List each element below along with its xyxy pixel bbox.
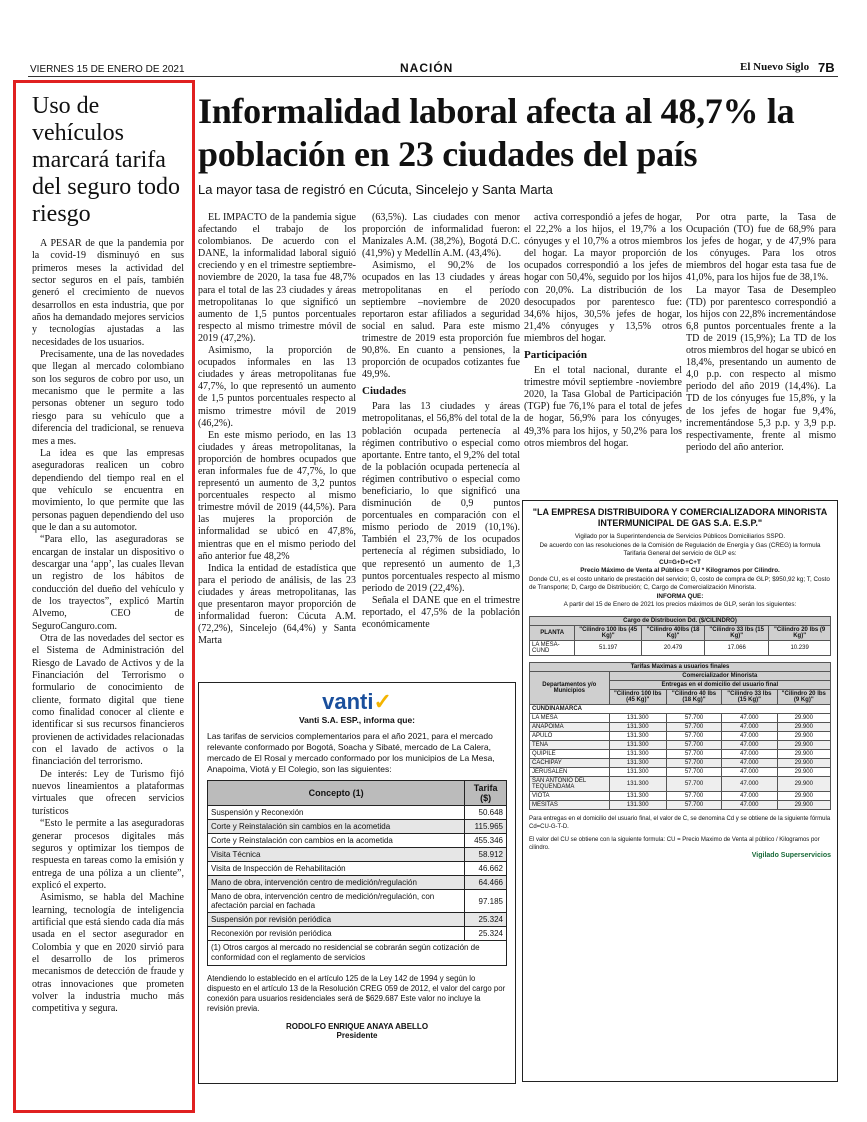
gas-informa: INFORMA QUE: [656, 592, 704, 600]
gas-title: "LA EMPRESA DISTRIBUIDORA Y COMERCIALIZADORA MINORISTA INTERMUNICIPAL DE GAS S.A. E.S.P." [532, 507, 828, 528]
table-cell: Reconexión por revisión periódica [208, 927, 465, 941]
table-header: "Cilindro 100 lbs (45 Kg)" [609, 689, 666, 704]
check-icon: ✓ [373, 689, 392, 714]
table-header: "Cilindro 100 lbs (45 Kg)" [575, 625, 642, 640]
gas-effective-date: A partir del 15 de Enero de 2021 los precios máximos de GLP, serán los siguientes: [563, 601, 797, 608]
table-cell: TENA [530, 740, 610, 749]
table-cell: MESITAS [530, 800, 610, 809]
gas-price-formula: Precio Máximo de Venta al Público = CU * Kilogramos por Cilindro. [580, 567, 780, 574]
table-row [530, 731, 831, 740]
sidebar-paragraph: Precisamente, una de las novedades que llegan al mercado colombiano son los seguros de cobro por uso, un mecanismo que le permite a las personas obtener un seguro todo riesgo para su vehículo que a diferencia del tradicional, se renueva mes a mes. [32, 349, 184, 447]
table-cell: 17.066 [705, 640, 769, 655]
sidebar-paragraph: “Para ello, las aseguradoras se encargan de instalar un dispositivo o descargar una ‘app’, las cuales llevan un registro de los hábitos de conducción del dueño del vehículo y de los trayectos”, explicó Martín Alvemo, CEO de SeguroCanguro.com. [32, 534, 184, 632]
sidebar-paragraph: Otra de las novedades del sector es el Sistema de Administración del Riesgo de Lavado de Activos y de la Financiación del Terrorismo o formulario de conocimiento de cliente, formato digital que tiene como finalidad conocer al cliente e identificar si sus recursos financieros provienen de actividades relacionadas con el lavado de activos o la financiación del terrorismo. [32, 633, 184, 768]
table-cell: 29.900 [777, 767, 830, 776]
article-paragraph: EL IMPACTO de la pandemia sigue afectando el trabajo de los colombianos. De acuerdo con el DANE, la informalidad laboral siguió creciendo y en el trimestre septiembre-noviembre de 2020, la tasa fue 48,7% para el total de las 23 ciudades y áreas metropolitanas lo que significó un aumento de 1,5 puntos porcentuales respecto al mismo trimestre móvil de 2019 (47,2%). [198, 212, 356, 344]
comercial-header: Comercializador Minorista [609, 671, 830, 680]
table-cell: 47.000 [722, 758, 777, 767]
table-cell: 57.700 [666, 749, 721, 758]
table-cell: 29.900 [777, 776, 830, 791]
table-cell: 50.648 [465, 806, 507, 820]
table-row [208, 890, 507, 913]
table-cell: LA MESA [530, 713, 610, 722]
table-cell: 131.300 [609, 722, 666, 731]
table-cell: 47.000 [722, 740, 777, 749]
table-cell: LA MESA-CUND [530, 640, 575, 655]
vanti-subheading: Vanti S.A. ESP., informa que: [298, 715, 416, 725]
table-cell: 47.000 [722, 713, 777, 722]
gas-footnote: Para entregas en el domicilio del usuario final, el valor de C, se denomina Cd y se obtiene de la siguiente fórmula Cd=CU-G-T-D. [529, 815, 831, 830]
article-paragraph: Señala el DANE que en el trimestre reportado, el 47,5% de la población económicamente [362, 594, 520, 630]
table-cell: 47.000 [722, 791, 777, 800]
article-column-1 [198, 212, 356, 647]
table-row [208, 834, 507, 848]
table-row [530, 767, 831, 776]
table-cell: 51.197 [575, 640, 642, 655]
table-cell: 64.466 [465, 876, 507, 890]
table-cell: 47.000 [722, 776, 777, 791]
table-cell: Mano de obra, intervención centro de medición/regulación [208, 876, 465, 890]
table-cell: 57.700 [666, 740, 721, 749]
table-row [208, 927, 507, 941]
vanti-signature [207, 1022, 507, 1040]
sidebar-title: Uso de vehículos marcará tarifa del seguro todo riesgo [32, 93, 180, 227]
table-cell: Corte y Reinstalación sin cambios en la acometida [208, 820, 465, 834]
vanti-footer: Atendiendo lo establecido en el artículo 125 de la Ley 142 de 1994 y según lo dispuesto en el artículo 13 de la Resolución CREG 059 de 2012, el valor del cargo por conexión para usuarios residenciales será de $629.687 Este valor no incluye la revisión previa. [207, 974, 506, 1013]
table-header: PLANTA [530, 625, 575, 640]
article-paragraph: Para las 13 ciudades y áreas metropolitanas, el 56,8% del total de la población ocupada pertenecía al régimen contributivo o especial como aportante. Entre tanto, el 9,2% del total de la población ocupada pertenecía al régimen contributivo o especial como beneficiario, lo que significó una disminución de 0,9 puntos porcentuales en comparación con el mismo periodo de 2019 (10,1%). También el 23,7% de los ocupados pertenecía al régimen subsidiado, lo que representó un aumento de 1,3 puntos porcentuales respecto al mismo periodo de 2019 (22,4%). [362, 401, 520, 594]
vanti-intro: Las tarifas de servicios complementarios para el año 2021, para el mercado relevante conformado por Bogotá, Soacha y Sibaté, mercado de La Calera, mercado de El Rosal y mercado conformado por los municipios de La Mesa, Anapoima, Viotá y El Colegio, son las siguientes: [207, 731, 495, 774]
table-header: "Cilindro 33 lbs (15 Kg)" [705, 625, 769, 640]
table-cell: 57.700 [666, 722, 721, 731]
table-cell: 47.000 [722, 722, 777, 731]
table-row [208, 806, 507, 820]
vanti-logo: vanti✓ [322, 689, 392, 714]
table-cell: 455.346 [465, 834, 507, 848]
table-cell: 115.965 [465, 820, 507, 834]
vanti-advertisement [198, 682, 516, 1084]
subheading-participacion: Participación [524, 349, 587, 362]
table-cell: 29.900 [777, 740, 830, 749]
table-cell: VIOTA [530, 791, 610, 800]
table-cell: 131.300 [609, 776, 666, 791]
table-cell: 131.300 [609, 713, 666, 722]
table-cell: 131.300 [609, 758, 666, 767]
table-cell: 47.000 [722, 749, 777, 758]
article-column-3 [524, 212, 682, 450]
article-paragraph: Asimismo, la proporción de ocupados informales en las 13 ciudades y áreas metropolitanas fue 47,7%, lo que representó un aumento de 1,5 puntos porcentuales respecto al mismo trimestre móvil de 2019 (46,2%). [198, 345, 356, 429]
table-cell: 20.479 [642, 640, 705, 655]
table-cell: 131.300 [609, 740, 666, 749]
table-cell: 97.185 [465, 890, 507, 913]
page-number: 7B [818, 60, 835, 75]
table-row [530, 740, 831, 749]
table-cell: 131.300 [609, 767, 666, 776]
article-paragraph: Asimismo, el 90,2% de los ocupados en las 13 ciudades y áreas metropolitanas en el período septiembre –noviembre de 2020 reportaron estar afiliados a seguridad social en salud. Para este mismo trimestre de 2019 esta proporción fue 90,8%. En cuanto a pensiones, la proporción de ocupados cotizantes fue 49,9%. [362, 260, 520, 381]
table-cell: 57.700 [666, 758, 721, 767]
table-cell: 25.324 [465, 913, 507, 927]
table-cell: SAN ANTONIO DEL TEQUENDAMA [530, 776, 610, 791]
table-cell: 29.900 [777, 791, 830, 800]
table-cell: QUIPILE [530, 749, 610, 758]
article-paragraph: Por otra parte, la Tasa de Ocupación (TO) fue de 68,9% para los jefes de hogar, y de 47,9% para los cónyuges. Para los otros miembros del hogar esta tasa fue de 41,0%, para los hijos fue de 38,1%. [686, 212, 836, 284]
section-name: NACIÓN [400, 61, 454, 75]
table-cell: 10.239 [769, 640, 831, 655]
table-row [208, 848, 507, 862]
table-cell: 57.700 [666, 776, 721, 791]
article-paragraph: activa correspondió a jefes de hogar, el 22,2% a los hijos, el 19,7% a los cónyuges y el 10,7% a otros miembros del hogar. La mayor proporción de ocupados correspondió a los jefes de hogar con 50,4%, seguido por los hijos con 20,0%. La distribución de los desocupados por parentesco fue: 34,6% hijos, 30,5% jefes de hogar, 21,4% cónyuges y 13,5% otros miembros del hogar. [524, 212, 682, 344]
sidebar-paragraph: De interés: Ley de Turismo fijó nuevos lineamientos a plataformas virtuales que ofrecen servicios turísticos [32, 768, 184, 817]
table-row [208, 820, 507, 834]
gas-definitions: Donde CU, es el costo unitario de prestación del servicio; G, costo de compra de GLP; $950,92 kg; T, Costo de Transporte; D, Cargo de Distribución; C, Cargo de Comercialización Minorista. [529, 575, 830, 591]
table-header: "Cilindro 20 lbs (9 Kg)" [777, 689, 830, 704]
table-row [530, 791, 831, 800]
signer-name: RODOLFO ENRIQUE ANAYA ABELLO [285, 1022, 429, 1031]
table-header: "Cilindro 40 lbs (18 Kg)" [666, 689, 721, 704]
table-cell: 29.900 [777, 800, 830, 809]
table-cell: 29.900 [777, 749, 830, 758]
table-cell: APULO [530, 731, 610, 740]
table-cell: 57.700 [666, 731, 721, 740]
table-header: Concepto (1) [208, 781, 465, 806]
table-cell: 131.300 [609, 791, 666, 800]
sidebar-paragraph: La idea es que las empresas aseguradoras realicen un cobro dependiendo del tiempo real en el que vehículo se encuentra en movimiento, lo que permite que las personas paguen dependiendo del uso que le dan a su automotor. [32, 447, 184, 533]
table-cell: 58.912 [465, 848, 507, 862]
table-row [208, 913, 507, 927]
table-cell: 29.900 [777, 713, 830, 722]
article-paragraph: La mayor Tasa de Desempleo (TD) por parentesco correspondió a los hijos con 22,8% incrementándose 6,8 puntos porcentuales frente a la TD de 2019 (15,9%); La TD de los otros miembros del hogar se ubicó en 18,4%, presentando un aumento de 4,0 p.p. con respecto al mismo periodo del año 2019 (14,4%). La TD de los cónyuges fue 15,8%, y la de los jefes de hogar fue 9,4%, incrementándose 5,3 p.p. y 3,9 p.p. respectivamente, frente al mismo periodo del año anterior. [686, 284, 836, 453]
table-row [530, 722, 831, 731]
table-row [208, 876, 507, 890]
vanti-tariff-table [207, 780, 507, 941]
table-row [530, 749, 831, 758]
table-cell: Suspensión y Reconexión [208, 806, 465, 820]
table-cell: Visita Técnica [208, 848, 465, 862]
table-cell: 57.700 [666, 713, 721, 722]
table-cell: 47.000 [722, 800, 777, 809]
table-cell: CACHIPAY [530, 758, 610, 767]
header-rule [28, 76, 838, 77]
table-row [530, 713, 831, 722]
group-row: CUNDINAMARCA [530, 704, 831, 713]
table-cell: 47.000 [722, 767, 777, 776]
subheading-ciudades: Ciudades [362, 385, 407, 398]
table-row [208, 862, 507, 876]
article-subtitle: La mayor tasa de registró en Cúcuta, Sincelejo y Santa Marta [198, 182, 553, 197]
article-paragraph: En este mismo periodo, en las 13 ciudades y áreas metropolitanas, la proporción de hombres ocupados que eran informales fue de 47,7%, lo que representó un aumento de 3,2 puntos porcentuales respecto al mismo trimestre móvil de 2019 (44,5%). Para las mujeres la proporción de informalidad se ubicó en 47,8%, mientras que en el mismo periodo del año anterior fue 48,2% [198, 429, 356, 562]
article-column-2 [362, 212, 520, 631]
table-row [530, 800, 831, 809]
table-cell: JERUSALEN [530, 767, 610, 776]
edition-date: VIERNES 15 DE ENERO DE 2021 [30, 64, 185, 75]
article-column-4 [686, 212, 836, 454]
article-paragraph: Indica la entidad de estadística que para el periodo de análisis, de las 23 ciudades y áreas metropolitanas, las que presentaron mayor proporción de informalidad fueron: Cúcuta A.M. (72,2%), Sincelejo (64,4%) y Santa Marta [198, 562, 356, 647]
table-cell: 29.900 [777, 758, 830, 767]
table-cell: 57.700 [666, 791, 721, 800]
table-cell: 47.000 [722, 731, 777, 740]
vanti-note: (1) Otros cargos al mercado no residencial se cobrarán según cotización de conformidad con el reglamento de servicios [207, 941, 507, 966]
table-cell: 46.662 [465, 862, 507, 876]
gas-footnote: El valor del CU se obtiene con la siguiente formula: CU = Precio Maximo de Venta al público / Kilogramos por cilindro. [529, 836, 820, 851]
article-paragraph: (63,5%). Las ciudades con menor proporción de informalidad fueron: Manizales A.M. (38,2%), Bogotá D.C. (41,9%) y Medellín A.M. (43,4%). [362, 212, 520, 260]
distribution-charge-table [529, 616, 831, 656]
table-cell: Suspensión por revisión periódica [208, 913, 465, 927]
gas-formula: CU=G+D+C+T [659, 558, 701, 566]
dept-header: Departamentos y/o Municipios [530, 671, 610, 704]
table-header: "Cilindro 33 lbs (15 Kg)" [722, 689, 777, 704]
gas-resolution: De acuerdo con las resoluciones de la Comisión de Regulación de Energía y Gas (CREG) la formula Tarifaria General del servicio de GLP es: [539, 541, 821, 557]
table-title: Tarifas Maximas a usuarios finales [530, 662, 831, 671]
table-cell: ANAPOIMA [530, 722, 610, 731]
sidebar-paragraph: A PESAR de que la pandemia por la covid-19 disminuyó en sus primeros meses la actividad del sector seguros en el país, también generó el crecimiento de nuevos desarrollos en esta industria, que por años ha demandado mejores servicios y tecnologías ajustadas a las necesidades de los usuarios. [32, 238, 184, 348]
sidebar-article [13, 80, 195, 1113]
table-title: Cargo de Distribucion Dd. ($/CILINDRO) [530, 616, 831, 625]
table-cell: 131.300 [609, 800, 666, 809]
gas-advertisement [522, 500, 838, 1082]
table-header: Tarifa ($) [465, 781, 507, 806]
newspaper-name: El Nuevo Siglo [740, 61, 810, 73]
article-headline: Informalidad laboral afecta al 48,7% la población en 23 ciudades del país [198, 91, 795, 174]
gas-vigilado: Vigilado por la Superintendencia de Servicios Públicos Domiciliarios SSPD. [574, 533, 786, 540]
sidebar-body [32, 238, 184, 1016]
sidebar-paragraph: “Esto le permite a las aseguradoras generar procesos digitales más seguros y optimizar los tiempos de respuesta en tareas como la emisión y entrega de una póliza a un cliente”, explicó el experto. [32, 818, 184, 891]
table-cell: 29.900 [777, 731, 830, 740]
entregas-header: Entregas en el domicilio del usuario final [609, 680, 830, 689]
superservicios-logo: Vigilado Superservicios [751, 851, 831, 859]
table-cell: Visita de Inspección de Rehabilitación [208, 862, 465, 876]
table-cell: 131.300 [609, 749, 666, 758]
table-row [530, 776, 831, 791]
table-cell: 57.700 [666, 767, 721, 776]
article-paragraph: En el total nacional, durante el trimestre móvil septiembre -noviembre 2020, la Tasa Global de Participación (TGP) fue 76,1% para el total de jefes de hogar, 56,9% para los cónyuges, 49,3% para los hijos, y 50,2% para los otros miembros del hogar. [524, 365, 682, 449]
table-header: "Cilindro 20 lbs (9 Kg)" [769, 625, 831, 640]
table-cell: 57.700 [666, 800, 721, 809]
table-cell: Mano de obra, intervención centro de medición/regulación, con afectación parcial en fachada [208, 890, 465, 913]
signer-role: Presidente [336, 1031, 378, 1040]
max-tariff-table [529, 662, 831, 810]
table-header: "Cilindro 40lbs (18 Kg)" [642, 625, 705, 640]
sidebar-paragraph: Asimismo, se habla del Machine learning, tecnología de inteligencia artificial que está siendo cada día más usada en el sector asegurador en Colombia y que en 2020 sirvió para el desarrollo de los primeros mecanismos de detección de fraude y otras innovaciones que prometen volver la industria mucho más competitiva y segura. [32, 892, 184, 1015]
table-cell: Corte y Reinstalación con cambios en la acometida [208, 834, 465, 848]
table-cell: 25.324 [465, 927, 507, 941]
table-cell: 131.300 [609, 731, 666, 740]
table-cell: 29.900 [777, 722, 830, 731]
table-row [530, 758, 831, 767]
